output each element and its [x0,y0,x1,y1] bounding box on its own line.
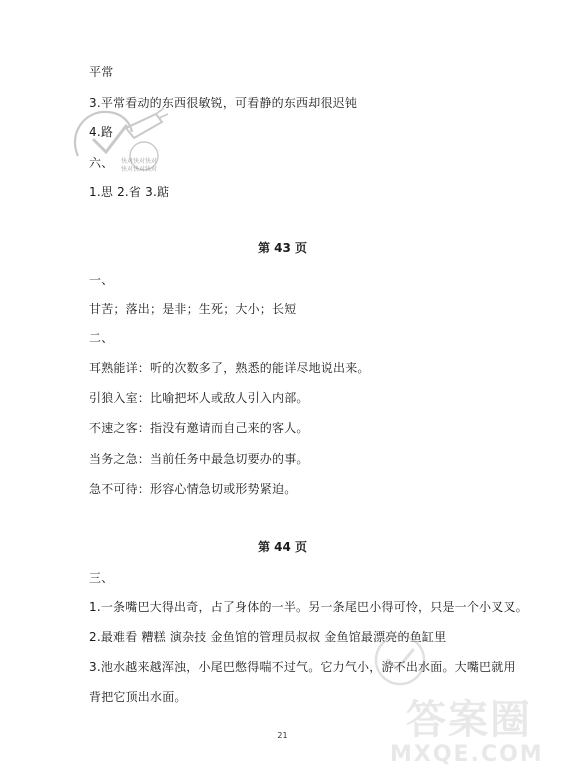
answer-line: 背把它顶出水面。 [89,690,187,704]
answer-line: 甘苦；落出；是非；生死；大小；长短 [89,302,297,316]
page-heading-44: 第 44 页 [257,540,308,554]
watermark-text: 快对快对快对 [121,158,158,165]
idiom-item: 当务之急：当前任务中最急切要办的事。 [89,452,309,466]
answer-line: 3.池水越来越浑浊，小尾巴憋得喘不过气。它力气小，游不出水面。大嘴巴就用 [89,660,516,674]
section-label: 二、 [89,331,114,345]
watermark-text: MXQE.COM [390,742,544,767]
idiom-item: 耳熟能详：听的次数多了，熟悉的能详尽地说出来。 [89,361,370,375]
page-heading-43: 第 43 页 [257,241,308,255]
answer-line: 1.一条嘴巴大得出奇，占了身体的一半。另一条尾巴小得可怜，只是一个小叉叉。 [89,600,528,614]
section-label: 一、 [89,273,114,287]
watermark-text: 快对快对快对 [121,166,158,173]
watermark-text: 答案圈 [406,697,532,743]
page-number: 21 [277,731,288,740]
section-label: 六、 [89,156,114,170]
answer-line: 1.思 2.省 3.踮 [89,185,170,199]
idiom-item: 急不可待：形容心情急切或形势紧迫。 [89,482,297,496]
watermark-site-logo [370,630,560,770]
idiom-item: 不速之客：指没有邀请而自己来的客人。 [89,421,309,435]
answer-line: 平常 [89,65,114,79]
answer-line: 4.路 [89,125,114,139]
answer-line: 2.最难看 糟糕 演杂技 金鱼馆的管理员叔叔 金鱼馆最漂亮的鱼缸里 [89,630,447,644]
answer-line: 3.平常看动的东西很敏锐，可看静的东西却很迟钝 [89,96,358,110]
idiom-item: 引狼入室：比喻把坏人或敌人引入内部。 [89,391,309,405]
section-label: 三、 [89,571,114,585]
